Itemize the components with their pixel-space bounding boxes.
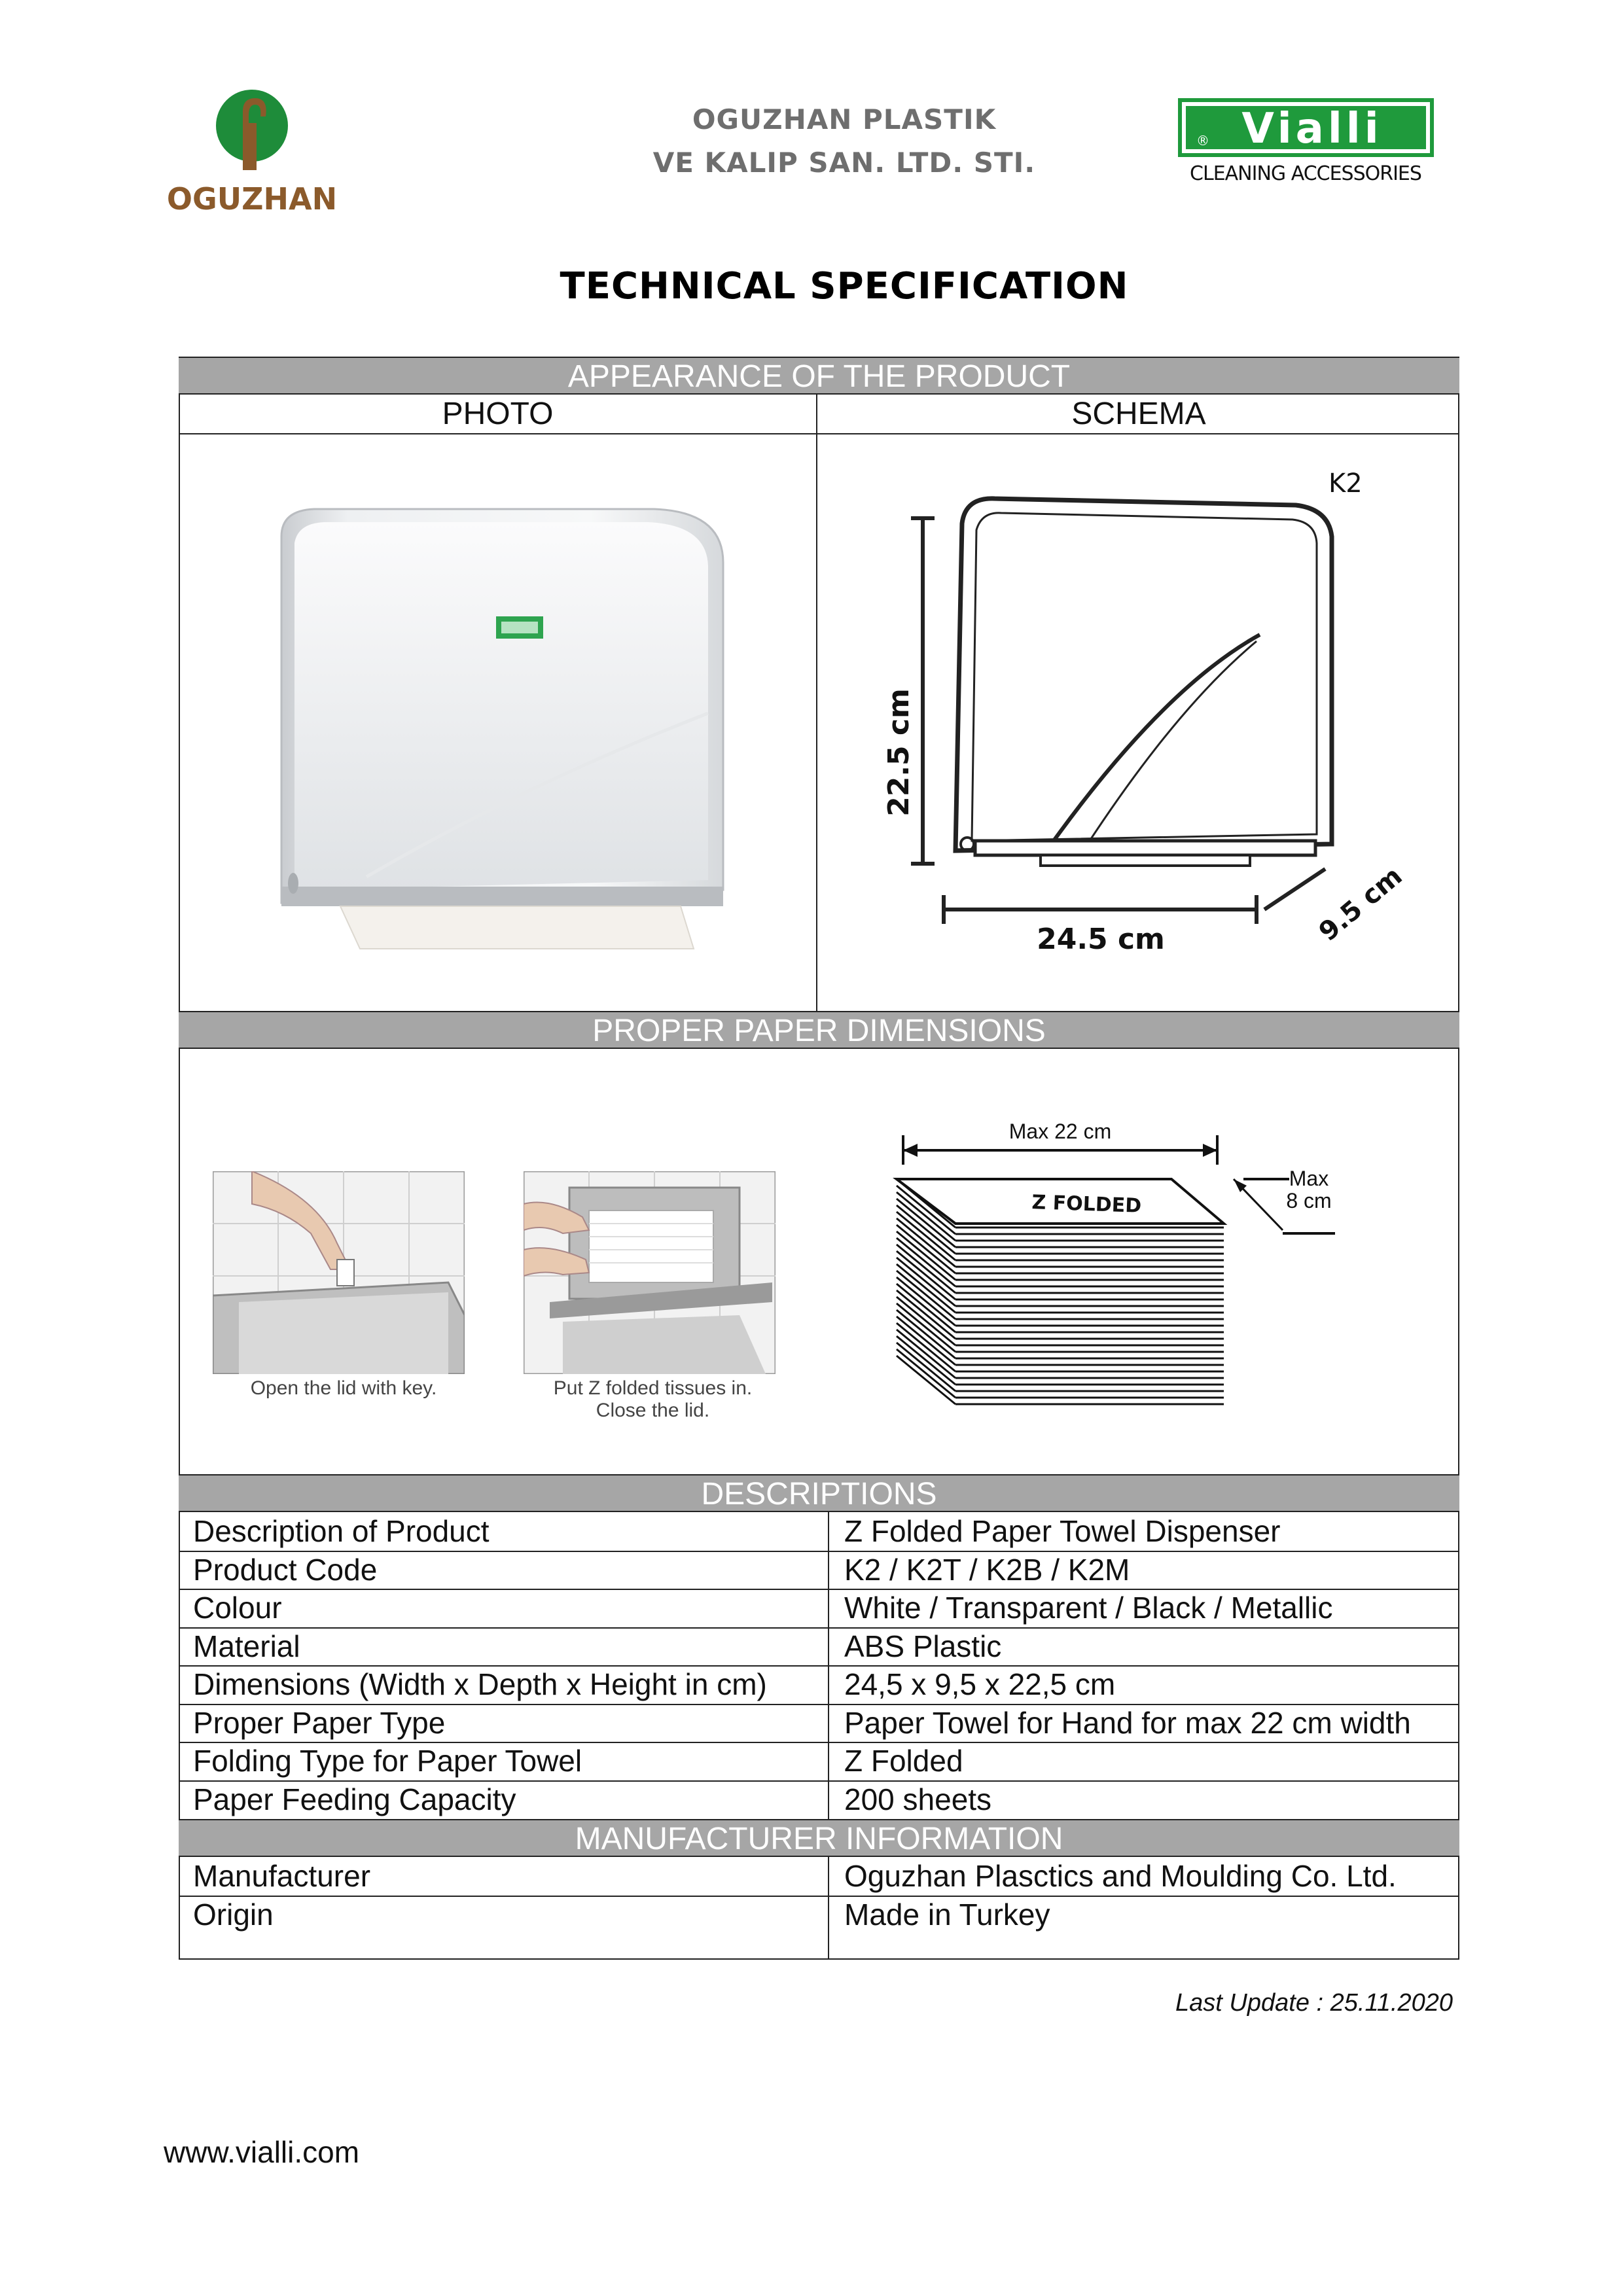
z-folded-stack-diagram [890, 1112, 1361, 1426]
max-width-label: Max 22 cm [1008, 1120, 1112, 1143]
description-value: 24,5 x 9,5 x 22,5 cm [844, 1667, 1116, 1701]
max-height-label-line2: 8 cm [1286, 1189, 1332, 1212]
section-paper-dimensions: PROPER PAPER DIMENSIONS [179, 1011, 1459, 1049]
product-photo [262, 497, 733, 981]
description-label: Paper Feeding Capacity [193, 1782, 516, 1816]
row-divider [179, 1627, 1459, 1629]
divider [179, 433, 1459, 434]
manufacturer-value: Oguzhan Plasctics and Moulding Co. Ltd. [844, 1859, 1397, 1893]
description-label: Material [193, 1629, 300, 1663]
step2-caption [524, 1377, 782, 1422]
vialli-logo-text: Vialli [1241, 105, 1383, 153]
description-value: Z Folded [844, 1744, 963, 1778]
description-label: Folding Type for Paper Towel [193, 1744, 582, 1778]
registered-mark: ® [1196, 133, 1209, 149]
schema-code: K2 [1329, 468, 1363, 499]
manufacturer-label: Origin [193, 1897, 274, 1932]
company-name [589, 98, 1099, 185]
description-value: 200 sheets [844, 1782, 992, 1816]
website-link[interactable]: www.vialli.com [164, 2135, 360, 2169]
schema-width-label: 24.5 cm [1037, 923, 1165, 956]
section-descriptions: DESCRIPTIONS [179, 1474, 1459, 1512]
max-height-label-line1: Max [1289, 1167, 1329, 1190]
step2-image [524, 1171, 776, 1374]
column-divider [816, 395, 817, 1021]
schema-height-label: 22.5 cm [882, 688, 916, 817]
oguzhan-logo-text: OGUZHAN [166, 181, 338, 217]
description-value: Paper Towel for Hand for max 22 cm width [844, 1705, 1411, 1740]
description-value: Z Folded Paper Towel Dispenser [844, 1514, 1281, 1548]
description-column-divider [828, 1512, 829, 1960]
step2-caption-line1: Put Z folded tissues in. [553, 1377, 753, 1399]
description-label: Colour [193, 1591, 282, 1625]
description-label: Proper Paper Type [193, 1705, 446, 1740]
document-title: TECHNICAL SPECIFICATION [560, 265, 1129, 308]
step1-caption: Open the lid with key. [250, 1377, 437, 1399]
description-label: Description of Product [193, 1514, 490, 1548]
schema-depth-label: 9.5 cm [1313, 860, 1408, 947]
photo-column-header: PHOTO [442, 397, 554, 431]
product-schema [825, 458, 1453, 981]
section-manufacturer: MANUFACTURER INFORMATION [179, 1819, 1459, 1857]
description-label: Dimensions (Width x Depth x Height in cm) [193, 1667, 767, 1701]
company-name-line2: VE KALIP SAN. LTD. STI. [652, 147, 1036, 179]
step2-caption-line2: Close the lid. [596, 1400, 710, 1421]
last-update: Last Update : 25.11.2020 [1175, 1989, 1453, 2017]
schema-column-header: SCHEMA [1071, 397, 1206, 431]
description-label: Product Code [193, 1552, 378, 1587]
vialli-logo [1178, 98, 1440, 190]
vialli-logo-subtitle: CLEANING ACCESSORIES [1190, 162, 1421, 185]
description-value: K2 / K2T / K2B / K2M [844, 1552, 1130, 1587]
stack-label: Z FOLDED [1031, 1191, 1142, 1218]
manufacturer-label: Manufacturer [193, 1859, 371, 1893]
oguzhan-logo [157, 85, 347, 229]
section-appearance: APPEARANCE OF THE PRODUCT [179, 357, 1459, 395]
manufacturer-value: Made in Turkey [844, 1897, 1050, 1932]
description-value: ABS Plastic [844, 1629, 1002, 1663]
row-divider [179, 1896, 1459, 1897]
description-value: White / Transparent / Black / Metallic [844, 1591, 1333, 1625]
company-name-line1: OGUZHAN PLASTIK [692, 103, 997, 135]
step1-image [213, 1171, 465, 1374]
